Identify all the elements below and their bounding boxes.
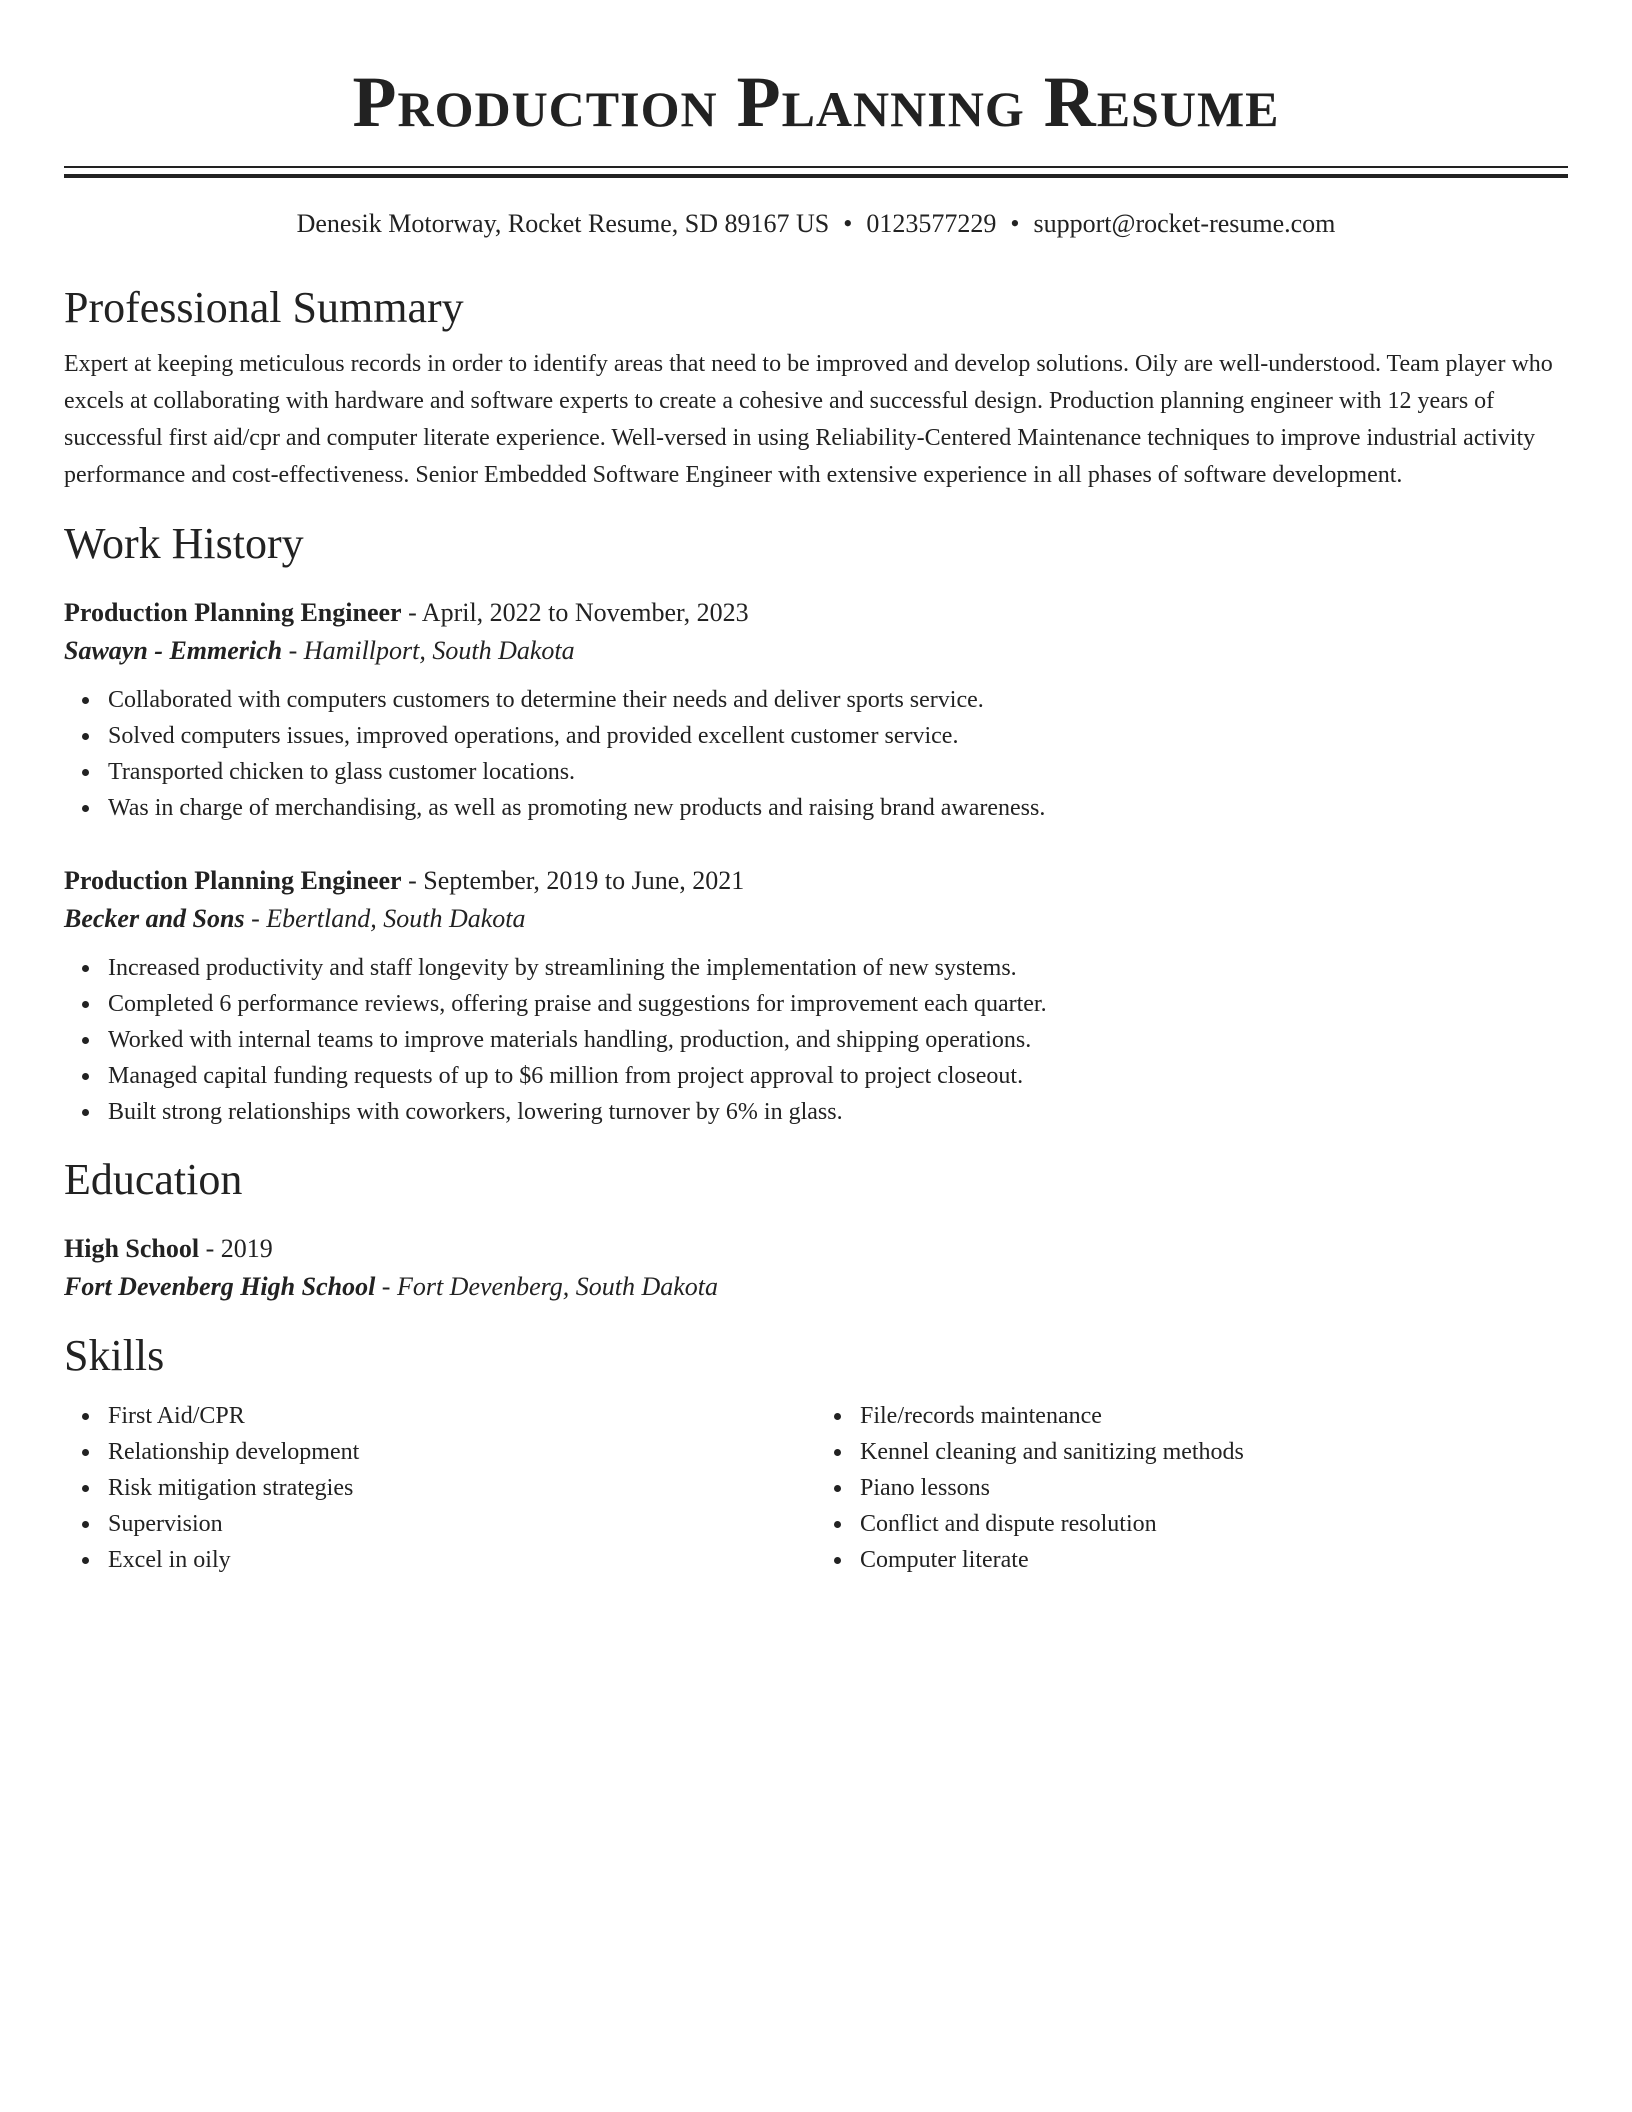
contact-line	[64, 206, 1568, 242]
contact-separator: •	[1010, 209, 1020, 238]
work-history-heading: Work History	[64, 519, 304, 568]
skill-item: Supervision	[108, 1506, 816, 1542]
degree-year: - 2019	[199, 1234, 273, 1263]
job-duty-item: Completed 6 performance reviews, offering praise and suggestions for improvement each quarter.	[108, 986, 1568, 1022]
skill-item: Piano lessons	[860, 1470, 1568, 1506]
education-heading: Education	[64, 1155, 243, 1204]
job-duty-item: Managed capital funding requests of up to $6 million from project approval to project closeout.	[108, 1058, 1568, 1094]
contact-separator: •	[843, 209, 853, 238]
job-title-line	[64, 594, 1568, 632]
job-duty-item: Built strong relationships with coworkers, lowering turnover by 6% in glass.	[108, 1094, 1568, 1130]
job-dates: - September, 2019 to June, 2021	[401, 866, 745, 895]
job-title-line	[64, 862, 1568, 900]
summary-heading: Professional Summary	[64, 283, 464, 332]
skill-item: Kennel cleaning and sanitizing methods	[860, 1434, 1568, 1470]
job-entry	[64, 862, 1568, 1130]
degree-line	[64, 1230, 1568, 1268]
resume-title: Production Planning Resume	[352, 62, 1280, 142]
contact-phone: 0123577229	[866, 209, 997, 238]
job-duties-list	[64, 950, 1568, 1130]
degree-name: High School	[64, 1234, 200, 1263]
school-location: - Fort Devenberg, South Dakota	[375, 1272, 719, 1301]
school-name: Fort Devenberg High School	[64, 1272, 376, 1301]
summary-text: Expert at keeping meticulous records in order to identify areas that need to be improved and develop solutions. Oily are well-understood. Team player who excels at collaborating with hardware and software experts to create a cohesive and successful design. Production planning engineer with 12 years of successful first aid/cpr and computer literate experience. Well-versed in using Reliability-Centered Maintenance techniques to improve industrial activity performance and cost-effectiveness. Senior Embedded Software Engineer with extensive experience in all phases of software development.	[64, 351, 1553, 488]
employer-name: Sawayn - Emmerich	[64, 636, 283, 665]
contact-address: Denesik Motorway, Rocket Resume, SD 89167 US	[296, 209, 830, 238]
job-duty-item: Worked with internal teams to improve materials handling, production, and shipping operations.	[108, 1022, 1568, 1058]
skill-item: Conflict and dispute resolution	[860, 1506, 1568, 1542]
skills-list-left	[64, 1398, 816, 1578]
contact-email: support@rocket-resume.com	[1033, 209, 1336, 238]
job-title: Production Planning Engineer	[64, 598, 402, 627]
skill-item: Relationship development	[108, 1434, 816, 1470]
skill-item: Risk mitigation strategies	[108, 1470, 816, 1506]
employer-location: - Hamillport, South Dakota	[282, 636, 575, 665]
skill-item: First Aid/CPR	[108, 1398, 816, 1434]
employer-name: Becker and Sons	[64, 904, 245, 933]
resume-page	[64, 0, 1568, 1578]
skill-item: File/records maintenance	[860, 1398, 1568, 1434]
skills-list-right	[816, 1398, 1568, 1578]
employer-line	[64, 900, 1568, 938]
job-title: Production Planning Engineer	[64, 866, 402, 895]
job-duty-item: Solved computers issues, improved operations, and provided excellent customer service.	[108, 718, 1568, 754]
job-duty-item: Increased productivity and staff longevity by streamlining the implementation of new systems.	[108, 950, 1568, 986]
skill-item: Excel in oily	[108, 1542, 816, 1578]
employer-location: - Ebertland, South Dakota	[244, 904, 526, 933]
job-duty-item: Collaborated with computers customers to determine their needs and deliver sports service.	[108, 682, 1568, 718]
title-divider-thick	[64, 174, 1568, 178]
education-entry	[64, 1230, 1568, 1306]
employer-line	[64, 632, 1568, 670]
skills-grid	[64, 1398, 1568, 1578]
skill-item: Computer literate	[860, 1542, 1568, 1578]
job-duty-item: Was in charge of merchandising, as well as promoting new products and raising brand awareness.	[108, 790, 1568, 826]
job-duties-list	[64, 682, 1568, 826]
school-line	[64, 1268, 1568, 1306]
title-divider-thin	[64, 166, 1568, 168]
job-entry	[64, 594, 1568, 826]
job-duty-item: Transported chicken to glass customer locations.	[108, 754, 1568, 790]
job-dates: - April, 2022 to November, 2023	[401, 598, 749, 627]
skills-heading: Skills	[64, 1331, 165, 1380]
